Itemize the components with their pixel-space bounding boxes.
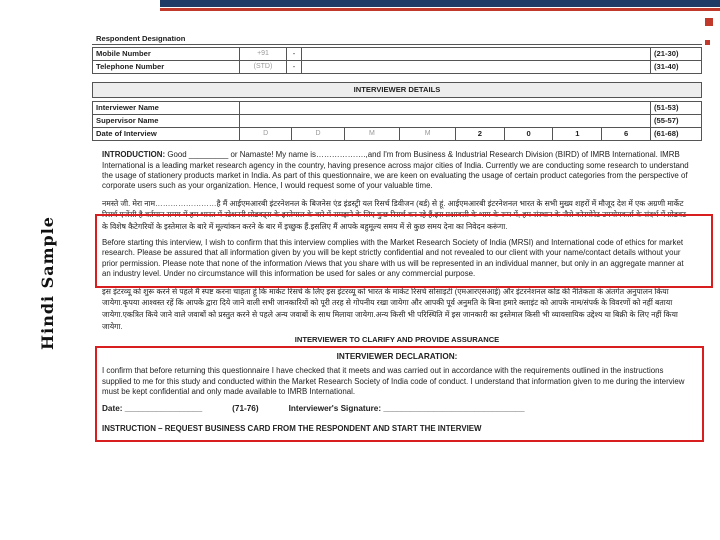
interviewer-name-label: Interviewer Name: [93, 102, 240, 115]
supervisor-name-label: Supervisor Name: [93, 115, 240, 128]
mobile-code: (21-30): [651, 48, 702, 61]
telephone-value-cell[interactable]: [302, 61, 651, 74]
date-cell: D: [292, 128, 344, 141]
table-row: [93, 61, 702, 74]
date-cell: 1: [553, 128, 602, 141]
highlight-box-hindi-introduction: [95, 214, 713, 288]
mobile-label: Mobile Number: [93, 48, 240, 61]
interviewer-details-table: [92, 101, 702, 141]
date-cell: M: [400, 128, 456, 141]
date-field-code: (71-76): [232, 403, 259, 413]
declaration-header: INTERVIEWER DECLARATION:: [336, 352, 458, 362]
introduction-lead: INTRODUCTION:: [102, 150, 166, 160]
consent-english: Before starting this interview, I wish to confirm that this interview complies with the Market Research Society of India (MRSI) and International code of ethics for market research. Please be assured that all information given by you will be kept strictly confidential and not revealed to our client with your name/contact details without your prior permission. Please note that none of the information /views that you share with us will be represented in an individual manner, but only in an aggregate manner at an industry level. Under no circumstance will this information be used for sales or any commercial purpose.: [102, 237, 684, 279]
decorative-square: [705, 18, 713, 26]
introduction-text: Good _________ or Namaste! My name is……………….,and I'm from Business & Industrial Research Division (BIRD) of IMRB International. IMRB International is a leading market research agency in the country, having presence across major cities of India. Currently we are conducting some research to understand the usage of stationery products market in India. As part of this questionnaire, we are keen on evaluating the usage of certain product categories from the perspective of corporate users such as your organization. Hence, I would request some of your valuable time.: [102, 150, 689, 191]
side-label: Hindi Sample: [38, 216, 57, 350]
decorative-square: [705, 40, 710, 45]
mobile-value-cell[interactable]: [302, 48, 651, 61]
interviewer-name-cell[interactable]: [240, 102, 651, 115]
table-row: [93, 48, 702, 61]
highlight-box-hindi-consent: [95, 346, 704, 442]
interviewer-details-header: INTERVIEWER DETAILS: [92, 82, 702, 98]
date-code: (61-68): [651, 128, 702, 141]
date-of-interview-label: Date of Interview: [93, 128, 240, 141]
introduction-hindi: नमस्ते जी. मेरा नाम……………………है मैं आईएमआरबी इंटरनेशनल के बिजनेस एंड इंडस्ट्री यल रिसर्च डिवीजन (बर्ड) से हूं. आईएमआरबी इंटरनेशनल भारत के सभी मुख्य शहरों में मौजूद देश में एक अग्रणी मार्केट रिसर्च एजेंसी है वर्तमान समय में हम भारत में स्टेशनरी प्रोडक्ट्स के इस्तेमाल के बारे में समझने के लिए कुछ रिसर्च कर रहे हैं.इस प्रश्नावली के भाग के रूप में, हम संस्थान के जैसे कोरपोरेट उपयोगकर्ता के संदर्भ में प्रोडक्ट के विशेष कैटेगरियों के इस्तेमाल के बारे में मूल्यांकन करने के बार में इच्छुक हैं.इसलिए मैं आपके बहुमूल्य समय में से कुछ समय देना का निवेदन करूंगा.: [102, 198, 686, 232]
table-row: [93, 115, 702, 128]
supervisor-name-code: (55-57): [651, 115, 702, 128]
table-row: [93, 128, 702, 141]
date-cell: D: [240, 128, 292, 141]
consent-hindi: इस इंटरव्यू को शुरू करने से पहले मैं स्पष्ट करना चाहता हूं कि मार्केट रिसर्च के लिए इस इंटरव्यू को भारत के मार्केट रिसर्च सोसाइटी (एमआरएसआई) और इंटरनेशनल कोड की नैतिकता के अंतर्गत अनुपालन किया जायेगा.कृपया आश्वस्त रहें कि आपके द्वारा दिये जाने वाली सभी जानकारियों को पूरी तरह से गोपनीय रखा जायेगा और आपकी पूर्व अनुमति के बिना हमारे क्लाइंट को आपके नाम/संपर्क के विवरणों को नहीं बताया जायेगा.एकत्रित किये जाने वाले जवाबों को प्रस्तुत करने से पहले अन्य जवाबों के साथ मिलाया जायेगा.अन्य किसी भी परिस्थिति में इस जानकारी का इस्तेमाल किसी भी व्यावसायिक उद्देश्य या बिक्री के लिए नहीं किया जायेगा.: [102, 286, 678, 331]
telephone-prefix: (STD): [240, 61, 287, 74]
date-cell: 6: [602, 128, 651, 141]
date-field-label: Date: _________________: [102, 403, 203, 413]
introduction-english: [102, 150, 692, 192]
date-cell: 2: [456, 128, 505, 141]
table-row: [93, 102, 702, 115]
mobile-prefix: +91: [240, 48, 287, 61]
date-cell: 0: [504, 128, 553, 141]
respondent-designation-label: Respondent Designation: [92, 36, 702, 45]
interviewer-name-code: (51-53): [651, 102, 702, 115]
separator: -: [287, 48, 302, 61]
supervisor-name-cell[interactable]: [240, 115, 651, 128]
separator: -: [287, 61, 302, 74]
declaration-text: I confirm that before returning this questionnaire I have checked that it meets and was carried out in accordance with the requirements outlined in the instructions supplied to me for this study and conducted within the Market Research Society of India code of conduct. I understand that information given to me during the interview must be kept confidential and only made available to IMRB International.: [102, 366, 685, 397]
respondent-contact-table: [92, 47, 702, 74]
instruction-line: INSTRUCTION – REQUEST BUSINESS CARD FROM THE RESPONDENT AND START THE INTERVIEW: [102, 424, 482, 434]
red-stripe: [160, 8, 720, 11]
signature-field-label: Interviewer's Signature: _______________________________: [288, 403, 525, 413]
telephone-label: Telephone Number: [93, 61, 240, 74]
telephone-code: (31-40): [651, 61, 702, 74]
navy-stripe: [160, 0, 720, 7]
date-cell: M: [344, 128, 400, 141]
clarify-assurance-label: INTERVIEWER TO CLARIFY AND PROVIDE ASSURANCE: [294, 335, 500, 345]
top-decorative-bar: [160, 0, 720, 12]
